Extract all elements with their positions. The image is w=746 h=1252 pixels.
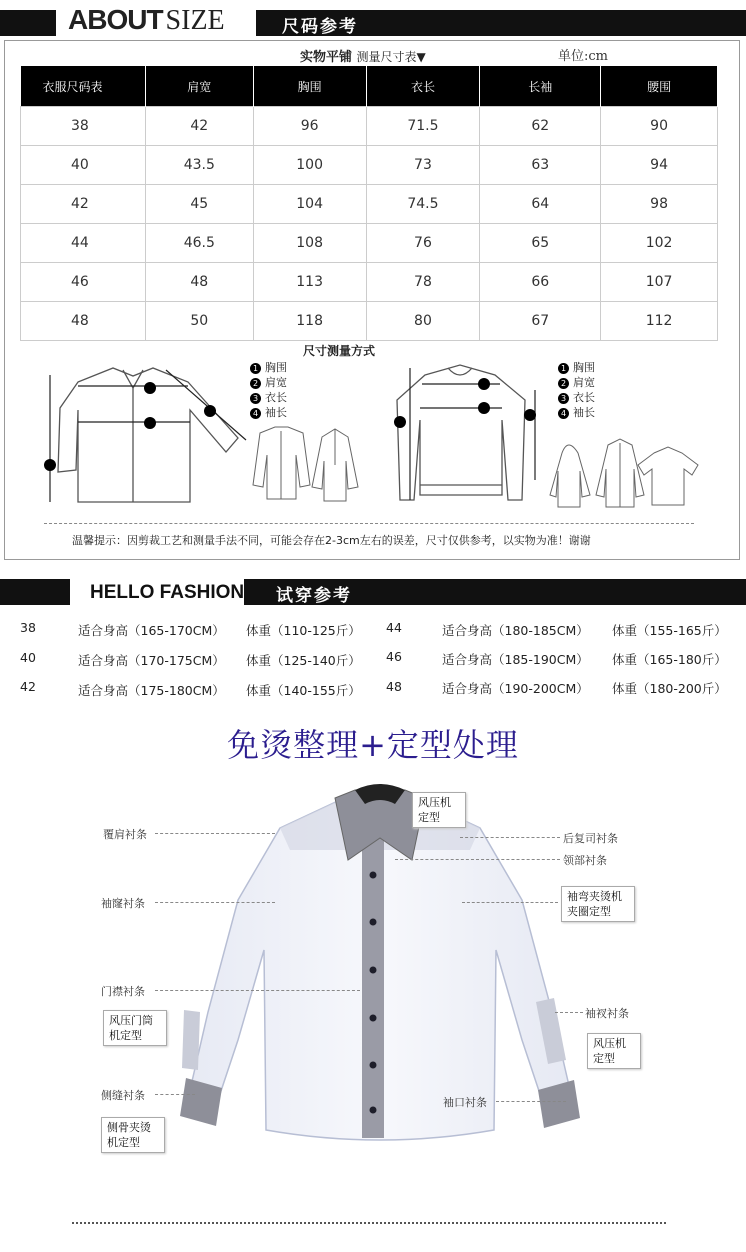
marker-icon <box>44 459 56 471</box>
table-cell: 96 <box>253 107 366 146</box>
table-cell: 42 <box>21 185 146 224</box>
table-cell: 108 <box>253 224 366 263</box>
table-cell: 46 <box>21 263 146 302</box>
table-cell: 43.5 <box>145 146 253 185</box>
about-size-banner <box>0 4 746 37</box>
col-header: 衣长 <box>366 66 480 107</box>
sweater-measure-illustration <box>390 360 540 510</box>
legend-item: 1 胸围 <box>558 360 595 375</box>
number-badge: 3 <box>250 393 261 404</box>
table-subheading: 实物平铺 测量尺寸表▼ <box>300 50 426 65</box>
label-side-seam: 侧缝衬条 <box>101 1089 145 1102</box>
col-header: 腰围 <box>601 66 718 107</box>
table-cell: 71.5 <box>366 107 480 146</box>
label-cuff-slit: 袖衩衬条 <box>585 1007 629 1020</box>
fit-height: 适合身高（190-200CM） <box>442 681 589 696</box>
fit-weight: 体重（110-125斤） <box>246 623 361 638</box>
leader-line <box>155 902 275 903</box>
fit-size: 38 <box>20 620 36 635</box>
leader-line <box>155 833 275 834</box>
fit-size: 46 <box>386 649 402 664</box>
table-cell: 67 <box>480 302 601 341</box>
fit-height: 适合身高（165-170CM） <box>78 623 225 638</box>
label-collar: 领部衬条 <box>563 854 607 867</box>
legend-item: 4 袖长 <box>558 405 595 420</box>
leader-line <box>155 1094 195 1095</box>
size-table-header <box>21 66 718 107</box>
box-side-clip: 侧骨夹烫机定型 <box>101 1117 165 1153</box>
fit-size: 44 <box>386 620 402 635</box>
craft-title: 免烫整理+定型处理 <box>227 726 519 764</box>
table-row <box>21 263 718 302</box>
fit-size: 48 <box>386 679 402 694</box>
table-cell: 118 <box>253 302 366 341</box>
box-collar-press: 风压机定型 <box>412 792 466 828</box>
table-cell: 73 <box>366 146 480 185</box>
table-cell: 100 <box>253 146 366 185</box>
table-cell: 46.5 <box>145 224 253 263</box>
about-size-title: ABOUT SIZE <box>68 4 225 36</box>
banner-bar-left <box>0 10 56 36</box>
shirt-measure-illustration <box>38 360 248 510</box>
table-cell: 40 <box>21 146 146 185</box>
casual-illustrations <box>548 435 703 510</box>
col-header: 肩宽 <box>145 66 253 107</box>
label-cuff: 袖口衬条 <box>443 1096 487 1109</box>
table-cell: 48 <box>21 302 146 341</box>
table-row <box>21 302 718 341</box>
leader-line <box>395 859 560 860</box>
label-shoulder: 覆肩衬条 <box>103 828 147 841</box>
table-cell: 44 <box>21 224 146 263</box>
number-badge: 4 <box>250 408 261 419</box>
table-cell: 65 <box>480 224 601 263</box>
table-cell: 42 <box>145 107 253 146</box>
table-cell: 90 <box>601 107 718 146</box>
table-cell: 62 <box>480 107 601 146</box>
size-reference-title: 尺码参考 <box>282 17 358 37</box>
table-cell: 78 <box>366 263 480 302</box>
fit-size: 42 <box>20 679 36 694</box>
leader-line <box>460 837 560 838</box>
shirt-construction-illustration <box>150 780 610 1180</box>
table-cell: 48 <box>145 263 253 302</box>
legend-item: 3 衣长 <box>250 390 287 405</box>
divider <box>44 523 694 524</box>
label-sleeve-seam: 袖窿衬条 <box>101 897 145 910</box>
notice-text: 温馨提示：因剪裁工艺和测量手法不同，可能会存在2-3cm左右的误差，尺寸仅供参考，以实物为准！谢谢 <box>72 534 591 547</box>
number-badge: 3 <box>558 393 569 404</box>
legend-item: 2 肩宽 <box>250 375 287 390</box>
table-cell: 107 <box>601 263 718 302</box>
hello-fashion-title: HELLO FASHION <box>90 582 245 603</box>
number-badge: 2 <box>250 378 261 389</box>
table-cell: 76 <box>366 224 480 263</box>
table-cell: 94 <box>601 146 718 185</box>
box-sleeve-clip: 袖弯夹烫机夹圈定型 <box>561 886 635 922</box>
fit-reference-title: 试穿参考 <box>276 586 352 606</box>
table-row <box>21 146 718 185</box>
legend-item: 2 肩宽 <box>558 375 595 390</box>
table-cell: 45 <box>145 185 253 224</box>
number-badge: 2 <box>558 378 569 389</box>
table-cell: 102 <box>601 224 718 263</box>
jacket-illustrations <box>240 425 370 505</box>
leader-line <box>155 990 360 991</box>
unit-label: 单位:cm <box>558 49 608 64</box>
table-cell: 74.5 <box>366 185 480 224</box>
label-placket: 门襟衬条 <box>101 985 145 998</box>
leader-line <box>555 1012 583 1013</box>
fit-size: 40 <box>20 650 36 665</box>
legend-item: 3 衣长 <box>558 390 595 405</box>
marker-icon <box>478 402 490 414</box>
table-cell: 80 <box>366 302 480 341</box>
leader-line <box>462 902 558 903</box>
table-cell: 50 <box>145 302 253 341</box>
legend-item: 1 胸围 <box>250 360 287 375</box>
marker-icon <box>394 416 406 428</box>
table-row <box>21 224 718 263</box>
fit-weight: 体重（180-200斤） <box>612 681 727 696</box>
table-row <box>21 185 718 224</box>
bottom-divider <box>72 1222 666 1224</box>
table-cell: 64 <box>480 185 601 224</box>
fit-height: 适合身高（185-190CM） <box>442 652 589 667</box>
table-cell: 112 <box>601 302 718 341</box>
table-cell: 113 <box>253 263 366 302</box>
fit-height: 适合身高（180-185CM） <box>442 623 589 638</box>
marker-icon <box>144 417 156 429</box>
table-cell: 38 <box>21 107 146 146</box>
marker-icon <box>204 405 216 417</box>
label-back-yoke: 后复司衬条 <box>563 832 618 845</box>
fit-height: 适合身高（175-180CM） <box>78 683 225 698</box>
col-header: 长袖 <box>480 66 601 107</box>
hello-fashion-banner <box>0 579 746 605</box>
col-header: 胸围 <box>253 66 366 107</box>
number-badge: 4 <box>558 408 569 419</box>
box-placket-press: 风压门筒机定型 <box>103 1010 167 1046</box>
table-row <box>21 107 718 146</box>
measure-method-title: 尺寸测量方式 <box>303 344 376 358</box>
number-badge: 1 <box>250 363 261 374</box>
number-badge: 1 <box>558 363 569 374</box>
fit-weight: 体重（140-155斤） <box>246 683 361 698</box>
fit-weight: 体重（125-140斤） <box>246 653 361 668</box>
box-cuff-press: 风压机定型 <box>587 1033 641 1069</box>
banner-bar-left <box>0 579 70 605</box>
legend-item: 4 袖长 <box>250 405 287 420</box>
leader-line <box>496 1101 566 1102</box>
legend-left <box>250 360 287 420</box>
table-cell: 98 <box>601 185 718 224</box>
fit-weight: 体重（155-165斤） <box>612 623 727 638</box>
table-cell: 63 <box>480 146 601 185</box>
fit-height: 适合身高（170-175CM） <box>78 653 225 668</box>
table-cell: 66 <box>480 263 601 302</box>
marker-icon <box>524 409 536 421</box>
marker-icon <box>478 378 490 390</box>
legend-right <box>558 360 595 420</box>
size-table <box>20 66 718 341</box>
col-header: 衣服尺码表 <box>21 66 146 107</box>
fit-weight: 体重（165-180斤） <box>612 652 727 667</box>
marker-icon <box>144 382 156 394</box>
table-cell: 104 <box>253 185 366 224</box>
